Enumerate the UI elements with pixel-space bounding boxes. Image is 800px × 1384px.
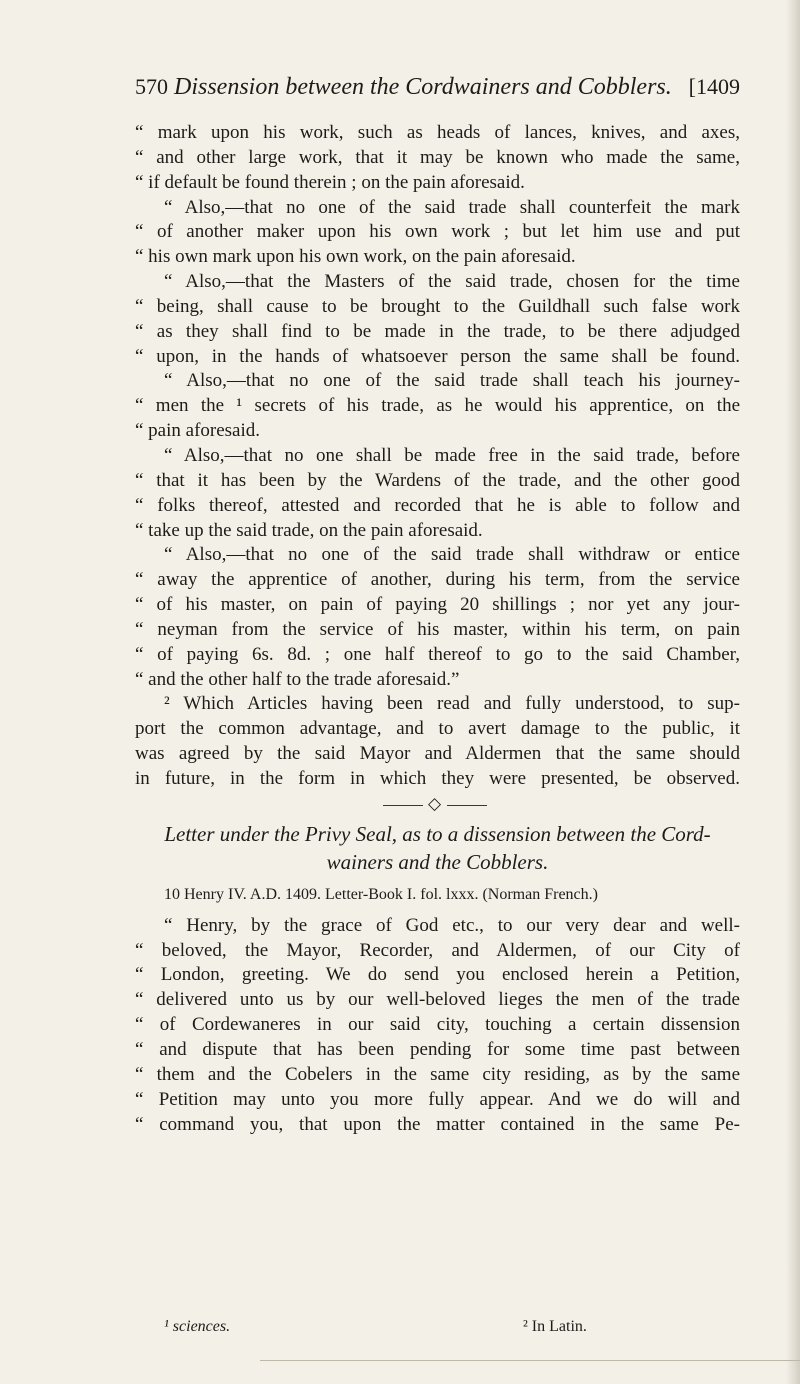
text-line: “ his own mark upon his own work, on the pain aforesaid. — [135, 246, 576, 268]
text-line: “ and other large work, that it may be known who made the same, — [135, 146, 740, 168]
text-line: “ Also,—that no one shall be made free in the said trade, before — [164, 444, 740, 466]
text-line: “ away the apprentice of another, during his term, from the service — [135, 569, 740, 591]
letter-title-line: Letter under the Privy Seal, as to a dissension between the Cord- — [164, 821, 711, 846]
running-header — [135, 74, 740, 101]
text-line: “ delivered unto us by our well-beloved lieges the men of the trade — [135, 989, 740, 1011]
footnote-2: ² In Latin. — [523, 1318, 587, 1335]
text-line: in future, in the form in which they were presented, be observed. — [135, 767, 740, 789]
text-line: “ upon, in the hands of whatsoever person the same shall be found. — [135, 345, 740, 367]
text-line: “ neyman from the service of his master, within his term, on pain — [135, 618, 740, 640]
separator-rule-right — [447, 805, 487, 806]
running-title: Dissension between the Cordwainers and Cobblers. — [174, 74, 672, 100]
text-line: “ Also,—that no one of the said trade shall withdraw or entice — [164, 544, 740, 566]
page-number: 570 — [135, 74, 168, 99]
text-line: “ men the ¹ secrets of his trade, as he would his apprentice, on the — [135, 395, 740, 417]
text-line: “ command you, that upon the matter contained in the same Pe- — [135, 1113, 740, 1135]
text-line: port the common advantage, and to avert damage to the public, it — [135, 718, 740, 740]
text-line: “ pain aforesaid. — [135, 420, 261, 442]
text-line: was agreed by the said Mayor and Aldermen that the same should — [135, 743, 740, 765]
page-edge-shadow — [786, 0, 800, 1384]
text-line: “ that it has been by the Wardens of the trade, and the other good — [135, 469, 740, 491]
text-line: ² Which Articles having been read and fully understood, to sup- — [164, 693, 740, 715]
header-year: [1409 — [688, 74, 740, 99]
text-line: “ them and the Cobelers in the same city residing, as by the same — [135, 1063, 740, 1085]
page-bottom-edge — [260, 1360, 800, 1361]
text-line: “ folks thereof, attested and recorded that he is able to follow and — [135, 494, 740, 516]
footnote-1: ¹ sciences. — [164, 1318, 231, 1335]
page-body — [135, 121, 740, 1137]
footnotes — [135, 1318, 740, 1342]
text-line: “ of Cordewaneres in our said city, touching a certain dissension — [135, 1014, 740, 1036]
text-line: “ beloved, the Mayor, Recorder, and Aldermen, of our City of — [135, 939, 740, 961]
text-line: “ if default be found therein ; on the pain aforesaid. — [135, 171, 525, 193]
section-separator — [135, 792, 740, 816]
text-line: “ as they shall find to be made in the trade, to be there adjudged — [135, 320, 740, 342]
text-line: “ and dispute that has been pending for some time past between — [135, 1039, 740, 1060]
text-line: “ of paying 6s. 8d. ; one half thereof to go to the said Chamber, — [135, 643, 740, 665]
text-line: “ being, shall cause to be brought to the Guildhall such false work — [135, 295, 740, 317]
text-line: “ and the other half to the trade aforesaid.” — [135, 668, 460, 690]
text-line: “ of another maker upon his own work ; but let him use and put — [135, 221, 740, 243]
text-line: “ mark upon his work, such as heads of lances, knives, and axes, — [135, 122, 740, 143]
separator-rule-left — [383, 805, 423, 806]
text-line: “ of his master, on pain of paying 20 shillings ; nor yet any jour- — [135, 594, 740, 616]
text-line: “ Henry, by the grace of God etc., to our very dear and well- — [164, 914, 740, 936]
text-line: “ take up the said trade, on the pain aforesaid. — [135, 519, 483, 541]
text-line: “ Also,—that no one of the said trade shall counterfeit the mark — [164, 196, 740, 218]
letter-title-line: wainers and the Cobblers. — [326, 849, 549, 874]
text-line: “ London, greeting. We do send you enclosed herein a Petition, — [135, 964, 740, 986]
letter-title — [135, 820, 740, 876]
text-line: “ Also,—that the Masters of the said trade, chosen for the time — [164, 271, 740, 293]
text-line: “ Also,—that no one of the said trade shall teach his journey- — [164, 370, 740, 392]
text-line: “ Petition may unto you more fully appear. And we do will and — [135, 1088, 740, 1110]
source-reference: 10 Henry IV. A.D. 1409. Letter-Book I. fol. lxxx. (Norman French.) — [164, 885, 598, 903]
separator-ornament: ◇ — [428, 793, 442, 813]
